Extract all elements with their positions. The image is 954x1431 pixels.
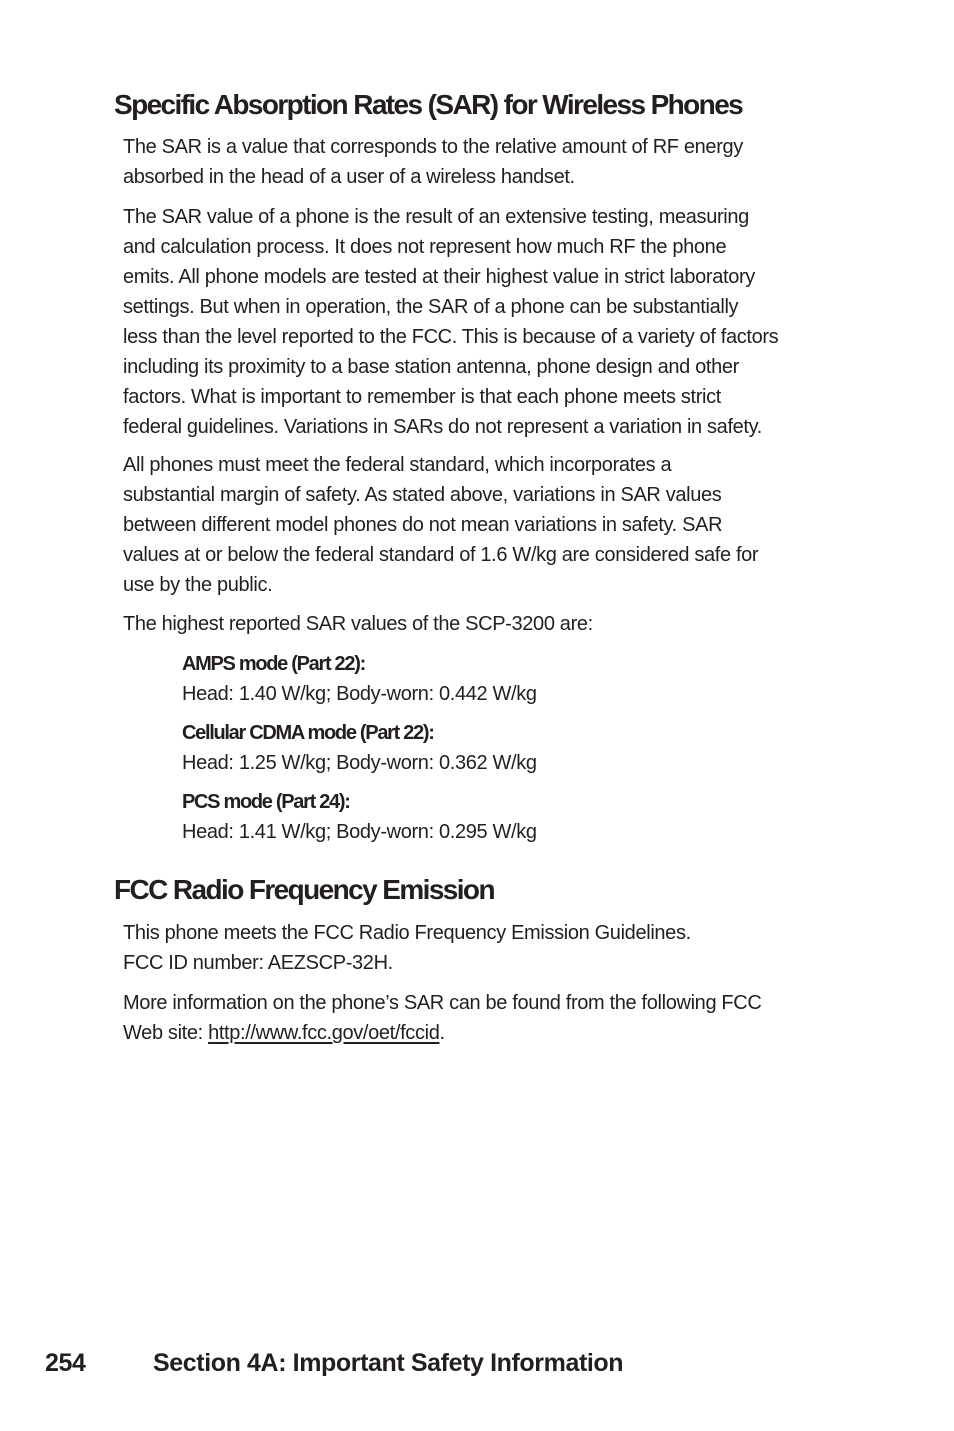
text-line: The SAR is a value that corresponds to the relative amount of RF energy (123, 136, 743, 158)
sar-paragraph-1 (123, 132, 743, 192)
text-line: emits. All phone models are tested at their highest value in strict laboratory (123, 266, 755, 288)
text-line: settings. But when in operation, the SAR of a phone can be substantially (123, 296, 739, 318)
text-line: use by the public. (123, 574, 273, 596)
text-line: federal guidelines. Variations in SARs do not represent a variation in safety. (123, 416, 762, 438)
mode-values: Head: 1.41 W/kg; Body-worn: 0.295 W/kg (182, 821, 537, 843)
text-line: substantial margin of safety. As stated above, variations in SAR values (123, 484, 722, 506)
mode-values: Head: 1.25 W/kg; Body-worn: 0.362 W/kg (182, 752, 537, 774)
text-line: The SAR value of a phone is the result of an extensive testing, measuring (123, 206, 749, 228)
mode-title: AMPS mode (Part 22): (182, 653, 365, 675)
fcc-paragraph-2 (123, 988, 761, 1048)
mode-values: Head: 1.40 W/kg; Body-worn: 0.442 W/kg (182, 683, 537, 705)
fcc-heading: FCC Radio Frequency Emission (114, 874, 494, 905)
text-line: FCC ID number: AEZSCP-32H. (123, 952, 393, 974)
text-line: including its proximity to a base station antenna, phone design and other (123, 356, 739, 378)
mode-title: Cellular CDMA mode (Part 22): (182, 722, 434, 744)
text-line: factors. What is important to remember is that each phone meets strict (123, 386, 721, 408)
text-line: All phones must meet the federal standard, which incorporates a (123, 454, 672, 476)
text-line: absorbed in the head of a user of a wireless handset. (123, 166, 575, 188)
text-fragment: Web site: (123, 1022, 209, 1044)
page-number: 254 (45, 1349, 86, 1377)
sar-mode-amps (182, 649, 537, 709)
fcc-id-link[interactable]: http://www.fcc.gov/oet/fccid (208, 1022, 440, 1044)
section-title: Section 4A: Important Safety Information (153, 1349, 624, 1377)
sar-paragraph-2 (123, 202, 778, 442)
text-line: and calculation process. It does not represent how much RF the phone (123, 236, 727, 258)
sar-mode-cellular-cdma (182, 718, 537, 778)
text-line: More information on the phone’s SAR can be found from the following FCC (123, 992, 762, 1014)
sar-mode-pcs (182, 787, 537, 847)
page-footer (45, 1348, 623, 1378)
sar-paragraph-4 (123, 609, 593, 639)
text-line: between different model phones do not mean variations in safety. SAR (123, 514, 723, 536)
mode-title: PCS mode (Part 24): (182, 791, 350, 813)
text-line: less than the level reported to the FCC. This is because of a variety of factors (123, 326, 779, 348)
sar-heading: Specific Absorption Rates (SAR) for Wireless Phones (114, 89, 743, 120)
text-line: This phone meets the FCC Radio Frequency Emission Guidelines. (123, 922, 691, 944)
text-line: The highest reported SAR values of the SCP-3200 are: (123, 613, 593, 635)
fcc-paragraph-1 (123, 918, 691, 978)
text-line: values at or below the federal standard of 1.6 W/kg are considered safe for (123, 544, 759, 566)
sar-paragraph-3 (123, 450, 758, 600)
text-line (123, 1018, 761, 1048)
text-fragment: . (439, 1022, 445, 1044)
